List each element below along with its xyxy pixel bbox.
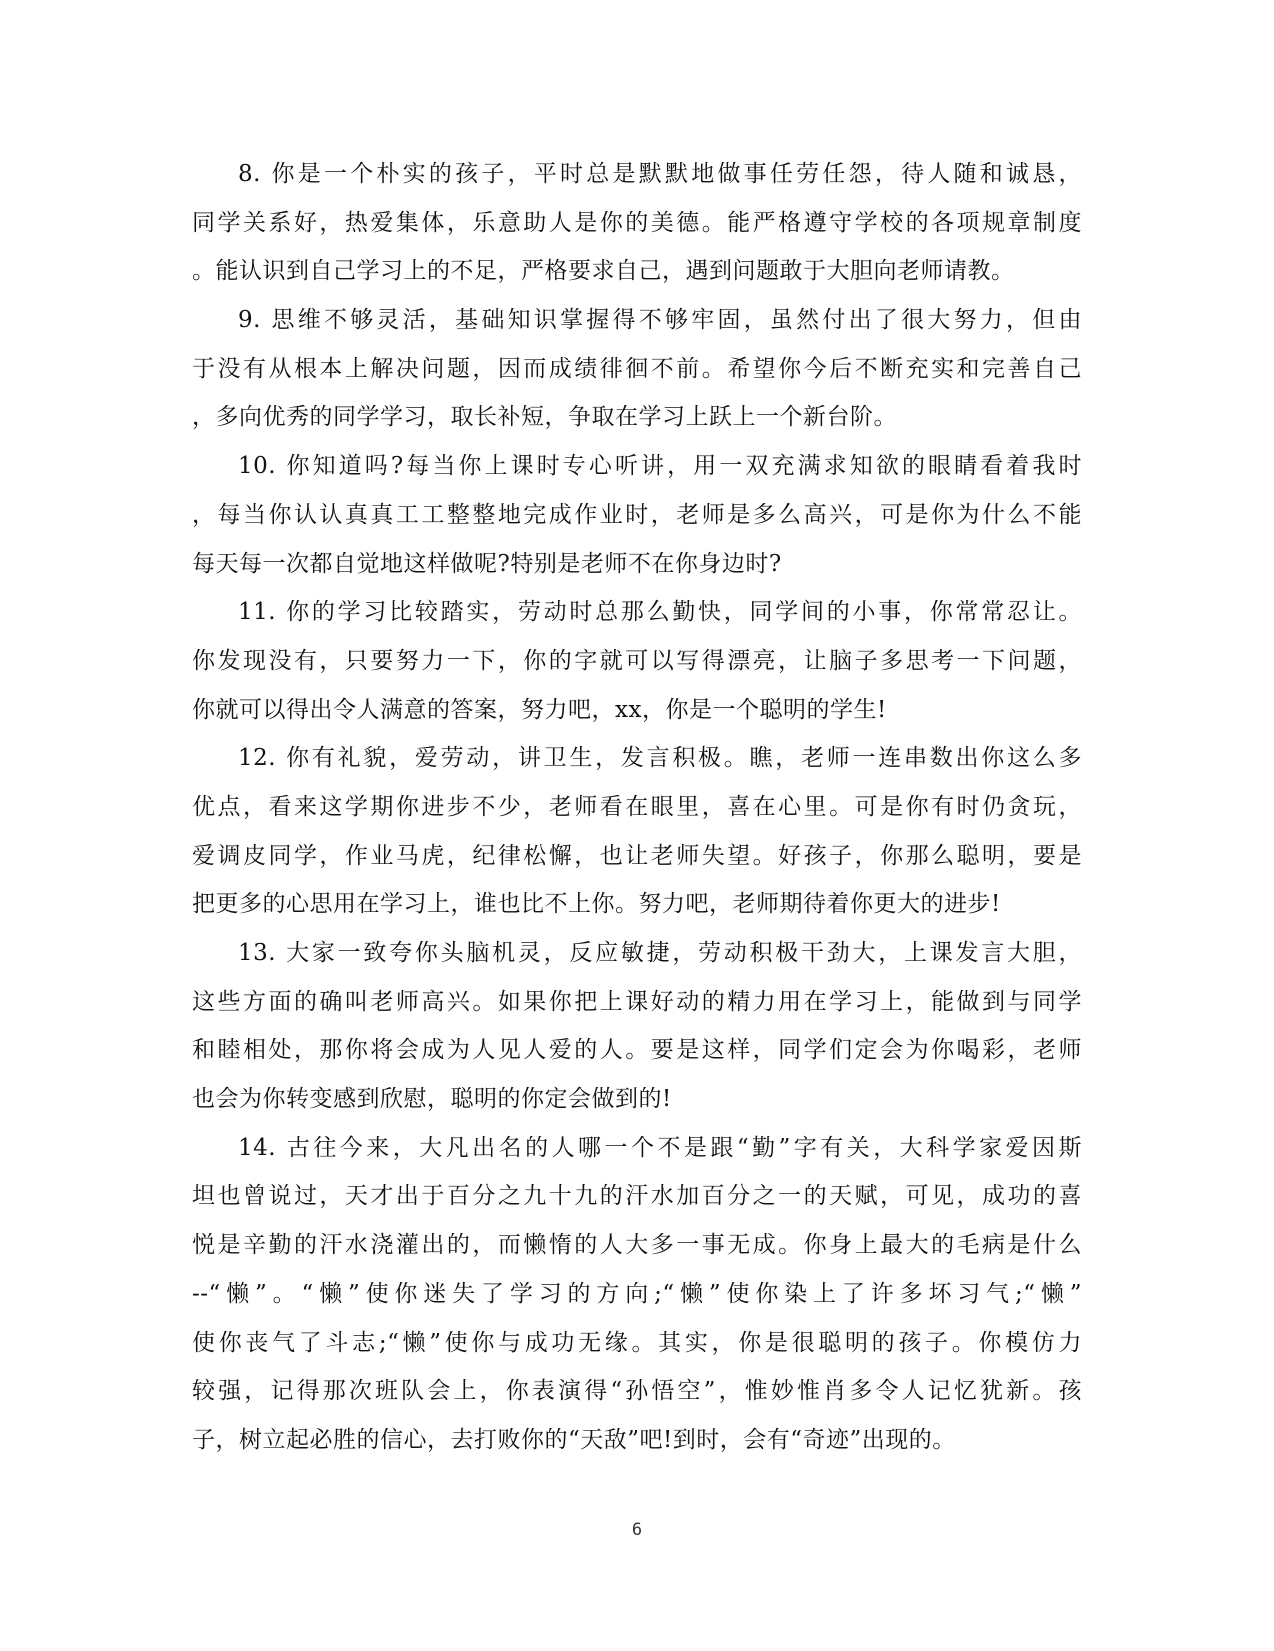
paragraph-line: 和睦相处，那你将会成为人见人爱的人。要是这样，同学们定会为你喝彩，老师 <box>192 1037 1082 1064</box>
paragraph <box>192 734 1082 929</box>
paragraph <box>192 1124 1082 1465</box>
paragraph-line: 于没有从根本上解决问题，因而成绩徘徊不前。希望你今后不断充实和完善自己 <box>192 355 1082 382</box>
paragraph <box>192 929 1082 1124</box>
paragraph-line: 9. 思维不够灵活，基础知识掌握得不够牢固，虽然付出了很大努力，但由 <box>238 307 1082 334</box>
paragraph-line: 子，树立起必胜的信心，去打败你的“天敌”吧!到时，会有“奇迹”出现的。 <box>192 1426 956 1453</box>
paragraph-line: 优点，看来这学期你进步不少，老师看在眼里，喜在心里。可是你有时仍贪玩， <box>192 793 1082 820</box>
paragraph <box>192 442 1082 588</box>
paragraph-line: 悦是辛勤的汗水浇灌出的，而懒惰的人大多一事无成。你身上最大的毛病是什么 <box>192 1232 1082 1259</box>
paragraph-line: --“懒”。“懒”使你迷失了学习的方向;“懒”使你染上了许多坏习气;“懒” <box>192 1280 1082 1307</box>
paragraph-line: 8. 你是一个朴实的孩子，平时总是默默地做事任劳任怨，待人随和诚恳， <box>238 161 1082 187</box>
paragraph <box>192 150 1082 296</box>
paragraph-line: 坦也曾说过，天才出于百分之九十九的汗水加百分之一的天赋，可见，成功的喜 <box>192 1183 1082 1210</box>
page-number: 6 <box>631 1520 643 1540</box>
paragraph-line: 13. 大家一致夸你头脑机灵，反应敏捷，劳动积极干劲大，上课发言大胆， <box>238 940 1082 966</box>
paragraph <box>192 588 1082 734</box>
paragraph <box>192 296 1082 442</box>
paragraph-line: ，每当你认认真真工工整整地完成作业时，老师是多么高兴，可是你为什么不能 <box>192 501 1082 528</box>
paragraph-line: ，多向优秀的同学学习，取长补短，争取在学习上跃上一个新台阶。 <box>192 404 897 431</box>
paragraph-line: 你发现没有，只要努力一下，你的字就可以写得漂亮，让脑子多思考一下问题， <box>192 647 1082 674</box>
paragraph-line: 10. 你知道吗?每当你上课时专心听讲，用一双充满求知欲的眼睛看着我时 <box>238 453 1082 480</box>
paragraph-line: 也会为你转变感到欣慰，聪明的你定会做到的! <box>192 1086 672 1113</box>
paragraph-line: 每天每一次都自觉地这样做呢?特别是老师不在你身边时? <box>192 550 782 577</box>
paragraph-line: 14. 古往今来，大凡出名的人哪一个不是跟“勤”字有关，大科学家爱因斯 <box>238 1134 1082 1161</box>
document-body <box>192 150 1082 1465</box>
paragraph-line: 爱调皮同学，作业马虎，纪律松懈，也让老师失望。好孩子，你那么聪明，要是 <box>192 842 1082 869</box>
paragraph-line: 。能认识到自己学习上的不足，严格要求自己，遇到问题敢于大胆向老师请教。 <box>192 258 1015 285</box>
paragraph-line: 12. 你有礼貌，爱劳动，讲卫生，发言积极。瞧，老师一连串数出你这么多 <box>238 745 1082 772</box>
paragraph-line: 你就可以得出令人满意的答案，努力吧，xx，你是一个聪明的学生! <box>192 696 887 723</box>
paragraph-line: 这些方面的确叫老师高兴。如果你把上课好动的精力用在学习上，能做到与同学 <box>192 988 1082 1015</box>
paragraph-line: 11. 你的学习比较踏实，劳动时总那么勤快，同学间的小事，你常常忍让。 <box>238 599 1082 626</box>
paragraph-line: 使你丧气了斗志;“懒”使你与成功无缘。其实，你是很聪明的孩子。你模仿力 <box>192 1329 1082 1356</box>
paragraph-line: 同学关系好，热爱集体，乐意助人是你的美德。能严格遵守学校的各项规章制度 <box>192 209 1082 236</box>
paragraph-line: 较强，记得那次班队会上，你表演得“孙悟空”，惟妙惟肖多令人记忆犹新。孩 <box>192 1378 1082 1405</box>
paragraph-line: 把更多的心思用在学习上，谁也比不上你。努力吧，老师期待着你更大的进步! <box>192 891 1001 918</box>
